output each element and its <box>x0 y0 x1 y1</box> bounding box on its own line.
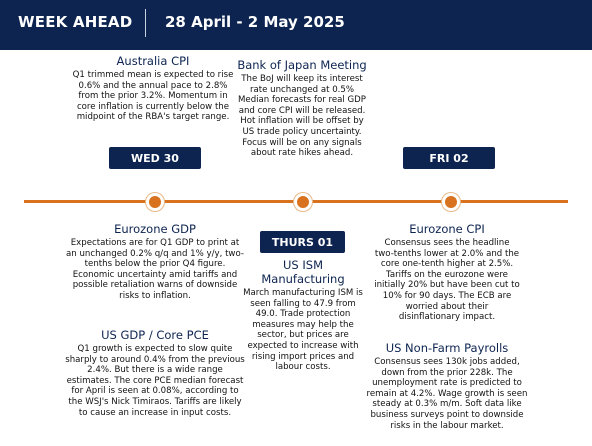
event-title: US GDP / Core PCE <box>101 328 209 342</box>
header-bar <box>0 0 592 50</box>
timeline-node-wed <box>146 193 164 211</box>
header-divider <box>145 9 146 37</box>
event-us-non-farm-payrolls <box>364 341 530 431</box>
event-title: Australia CPI <box>116 54 190 68</box>
event-title: US Non-Farm Payrolls <box>385 341 509 355</box>
day-tag-wed: WED 30 <box>109 147 201 169</box>
event-australia-cpi <box>68 54 238 123</box>
event-body: Q1 trimmed mean is expected to rise 0.6% and the annual pace to 2.8% from the prior 3.2%. Momentum in core inflation is currently below the midpoint of the RBA's target range. <box>72 70 234 123</box>
event-eurozone-cpi <box>374 222 520 323</box>
timeline-node-fri <box>442 193 460 211</box>
timeline-node-thurs <box>294 193 312 211</box>
event-eurozone-gdp <box>66 222 244 302</box>
event-title: Eurozone CPI <box>409 222 485 236</box>
day-tag-thurs: THURS 01 <box>260 231 345 253</box>
day-tag-fri: FRI 02 <box>403 147 495 169</box>
event-title: Eurozone GDP <box>114 222 196 236</box>
event-boj-meeting <box>236 58 368 159</box>
header-title: WEEK AHEAD <box>18 13 133 31</box>
header-date-range: 28 April - 2 May 2025 <box>165 13 345 31</box>
event-body: March manufacturing ISM is seen falling to 47.9 from 49.0. Trade protection measures may help the sector, but prices are expected to increase with rising import prices and labour costs. <box>243 288 363 373</box>
event-us-ism-manufacturing <box>240 258 366 373</box>
event-body: Q1 growth is expected to slow quite sharply to around 0.4% from the previous 2.4%. But there is a wide range estimates. The core PCE median forecast for April is seen at 0.08%, according to the WSJ's Nick Timiraos. Tariffs are likely to cause an increase in input costs. <box>65 344 245 418</box>
event-body: The BoJ will keep its interest rate unchanged at 0.5% Median forecasts for real GDP and core CPI will be released. Hot inflation will be offset by US trade policy uncertainty. Focus will be on any signals about rate hikes ahead. <box>238 74 366 159</box>
event-title: Bank of Japan Meeting <box>237 58 367 72</box>
event-us-gdp-core-pce <box>64 328 246 418</box>
event-title: US ISM Manufacturing <box>261 258 345 286</box>
event-body: Consensus sees the headline two-tenths lower at 2.0% and the core one-tenth higher at 2.5%. Tariffs on the eurozone were initially 20% but have been cut to 10% for 90 days. The ECB are worried about their disinflationary impact. <box>374 238 520 323</box>
event-body: Consensus sees 130k jobs added, down from the prior 228k. The unemployment rate is predicted to remain at 4.2%. Wage growth is seen steady at 0.3% m/m. Soft data like business surveys point to downside risks in the labour market. <box>366 357 528 431</box>
event-body: Expectations are for Q1 GDP to print at an unchanged 0.2% q/q and 1% y/y, two-tenths below the prior Q4 figure. Economic uncertainty amid tariffs and possible retaliation warns of downside risks to inflation. <box>66 238 244 301</box>
